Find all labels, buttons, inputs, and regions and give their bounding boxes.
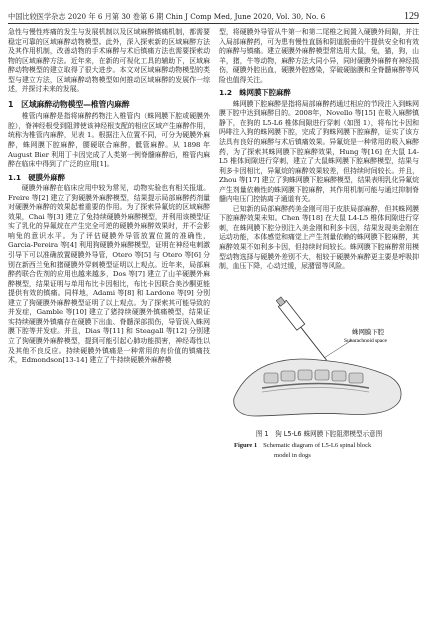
label-subarachnoid-en: Subarachnoid space xyxy=(344,337,387,344)
figure-caption-en xyxy=(234,441,404,460)
figure-caption-en-line2: model in dogs xyxy=(274,451,311,459)
right-column xyxy=(219,28,419,460)
paragraph-epidural-cont: 型，将硬膜外导管从牛第一和第二尾椎之间置入硬膜外间隙，并注入局部麻醉药，可为患有慢性直肠和阴道脱垂的牛提供安全和有效的麻醉与镇痛。建立硬膜外麻醉模型常选用大鼠，兔，猫，狗，山羊，猪，牛等动物，麻醉方法大同小异，同时硬膜外麻醉有神经损伤，硬膜外腔出血，硬膜外腔感染，穿破硬脑膜和全脊髓麻醉等风险也值得关注。 xyxy=(219,28,419,84)
intro-paragraph: 急性与慢性疼痛的发生与发展机制以及区域麻醉镇痛机制，都需要稳定可靠的区域麻醉动物模型。此外，深入探索新的区域麻醉方法及其作用机制，改善动物的手术麻醉与术后镇痛方法也需要探索动物的区域麻醉方法。近年来，在新的可视化工具的辅助下，区域麻醉动物模型的建立取得了很大进步。本文对区域麻醉动物模型的类型与建立方法，区域麻醉动物模型如何推动区域麻醉的发展作一综述，并探讨未来的发展。 xyxy=(8,28,210,94)
running-header xyxy=(8,6,419,24)
figure-caption-cn: 图 1 狗 L5-L6 蛛网膜下腔阻滞模型示意图 xyxy=(255,429,383,438)
left-column xyxy=(8,28,210,366)
syringe-illustration xyxy=(275,295,331,363)
section-heading-1: 1 区域麻醉动物模型—椎管内麻醉 xyxy=(8,99,130,109)
figure-caption-en-text: Schematic diagram of L5-L6 spinal block xyxy=(263,442,372,450)
subsection-heading-1-1: 1.1 硬膜外麻醉 xyxy=(8,172,65,182)
paragraph-intraspinal: 椎管内麻醉是指将麻醉药物注入椎管内（蛛网膜下腔或硬膜外腔），脊神经根受到阻滞使该神经根支配的相应区域产生麻醉作用，统称为椎管内麻醉，见表 1。根据注入位置不同，可分为硬膜外麻醉，蛛网膜下腔麻醉，腰硬联合麻醉，骶管麻醉。从 1898 年 August Bier 利用丁卡因完成了人类第一例脊髓麻醉后，椎管内麻醉在临床中得到了广泛的应用[1]。 xyxy=(8,112,210,169)
page-number: 129 xyxy=(404,11,419,22)
paragraph-memantine: 已知新的局部麻醉药美金刚可用于皮肤局部麻醉，但其蛛网膜下腔麻醉效果未知。Chen 等[18] 在大鼠 L4-L5 椎体间隙进行穿刺，在蛛网膜下腔分别注入美金刚和利多卡因，结果发现美金刚在运动功能，本体感觉和痛觉上产生剂量依赖的蛛网膜下腔麻醉，其麻醉效果不如利多卡因，但持续时间较长。蛛网膜下腔麻醉常用模型动物选择与硬膜外差别不大，相较于硬膜外麻醉更主要是呼吸抑制，血压下降，心动过缓，尿潴留等风险。 xyxy=(219,204,419,271)
figure-caption-en-label: Figure 1 xyxy=(234,442,258,450)
spinal-block-diagram xyxy=(224,278,414,428)
label-subarachnoid-cn: 蛛网膜下腔 xyxy=(352,327,385,336)
subsection-heading-1-2: 1.2 蛛网膜下腔麻醉 xyxy=(219,88,291,98)
figure-1 xyxy=(219,278,419,461)
paragraph-epidural: 硬膜外麻醉在临床应用中较为常见，动物实验也有相关报道。Freire 等[2] 建立了狗硬膜外麻醉模型，结果提示局部麻醉药剂量对硬膜外麻醉的效果起着重要的作用。为了探索异氟烷的区域麻醉效果，Chai 等[3] 建立了兔持续硬膜外麻醉模型，并利用该模型证实了乳化的异氟烷在产生完全可逆的硬膜外麻醉效果时，并不会影响兔的意识水平。为了评估硬膜外导管放置位置的准确性，Garcia-Pereira 等[4] 利用狗硬膜外麻醉模型，证明在神经电刺激引导下可以准确放置硬膜外导管，Otero 等[5] 与 Otero 等[6] 分别在新西兰兔和猪硬膜外穿刺模型证明以上观点。近年来，局部麻醉药联合佐剂的应用也越来越多，Dos 等[7] 建立了山羊硬膜外麻醉模型，结果证明与单用布比卡因相比，布比卡因联合美沙酮更能提供有效的镇痛。同样地，Adami 等[8] 和 Lardone 等[9] 分别建立了狗硬膜外麻醉模型证明了以上观点。为了探索其可能导致的并发症，Gamble 等[10] 建立了猪持续硬膜外镇痛模型，结果证实持续硬膜外镇痛存在硬膜下出血、脊髓深部损伤，导管误入蛛网膜下腔等并发症。并且，Dias 等[11] 和 Steagall 等[12] 分别建立了狗硬膜外麻醉模型，提到可能引起心肺功能损害，神经毒性以及其他不良反应。持续硬膜外镇痛是一种常用的有价值的镇痛技术，Edmondson[13-14] 建立了牛持续硬膜外麻醉模 xyxy=(8,184,210,365)
journal-citation: 中国比较医学杂志 2020 年 6 月第 30 卷第 6 期 Chin J Comp Med, June 2020, Vol. 30, No. 6 xyxy=(8,12,326,21)
paragraph-subarachnoid: 蛛网膜下腔麻醉是指将局部麻醉药通过相应的节段注入到蛛网膜下腔中达到麻醉目的。2008年，Novello 等[15] 在吸入麻醉镇静下，在狗的 L5-L6 椎体间隙进行穿刺（如图 1），将布比卡因和吗啡注入狗的蛛网膜下腔，完成了狗蛛网膜下腔麻醉，证实了该方法具有良好的麻醉与术后镇痛效果。异氟烷是一种常用的吸入麻醉药，为了探索其蛛网膜下腔麻醉效果，Hung 等[16] 在大鼠 L4-L5 椎体间隙进行穿刺，建立了大鼠蛛网膜下腔麻醉模型，结果与利多卡因相比，异氟烷的麻醉效果较差，但持续时间较长。并且，Zhou 等[17] 建立了狗蛛网膜下腔麻醉模型，结果表明乳化异氟烷产生剂量依赖性的蛛网膜下腔麻醉，其作用机制可能与通过抑制脊髓内电压门控钠离子通道有关。 xyxy=(219,99,420,204)
